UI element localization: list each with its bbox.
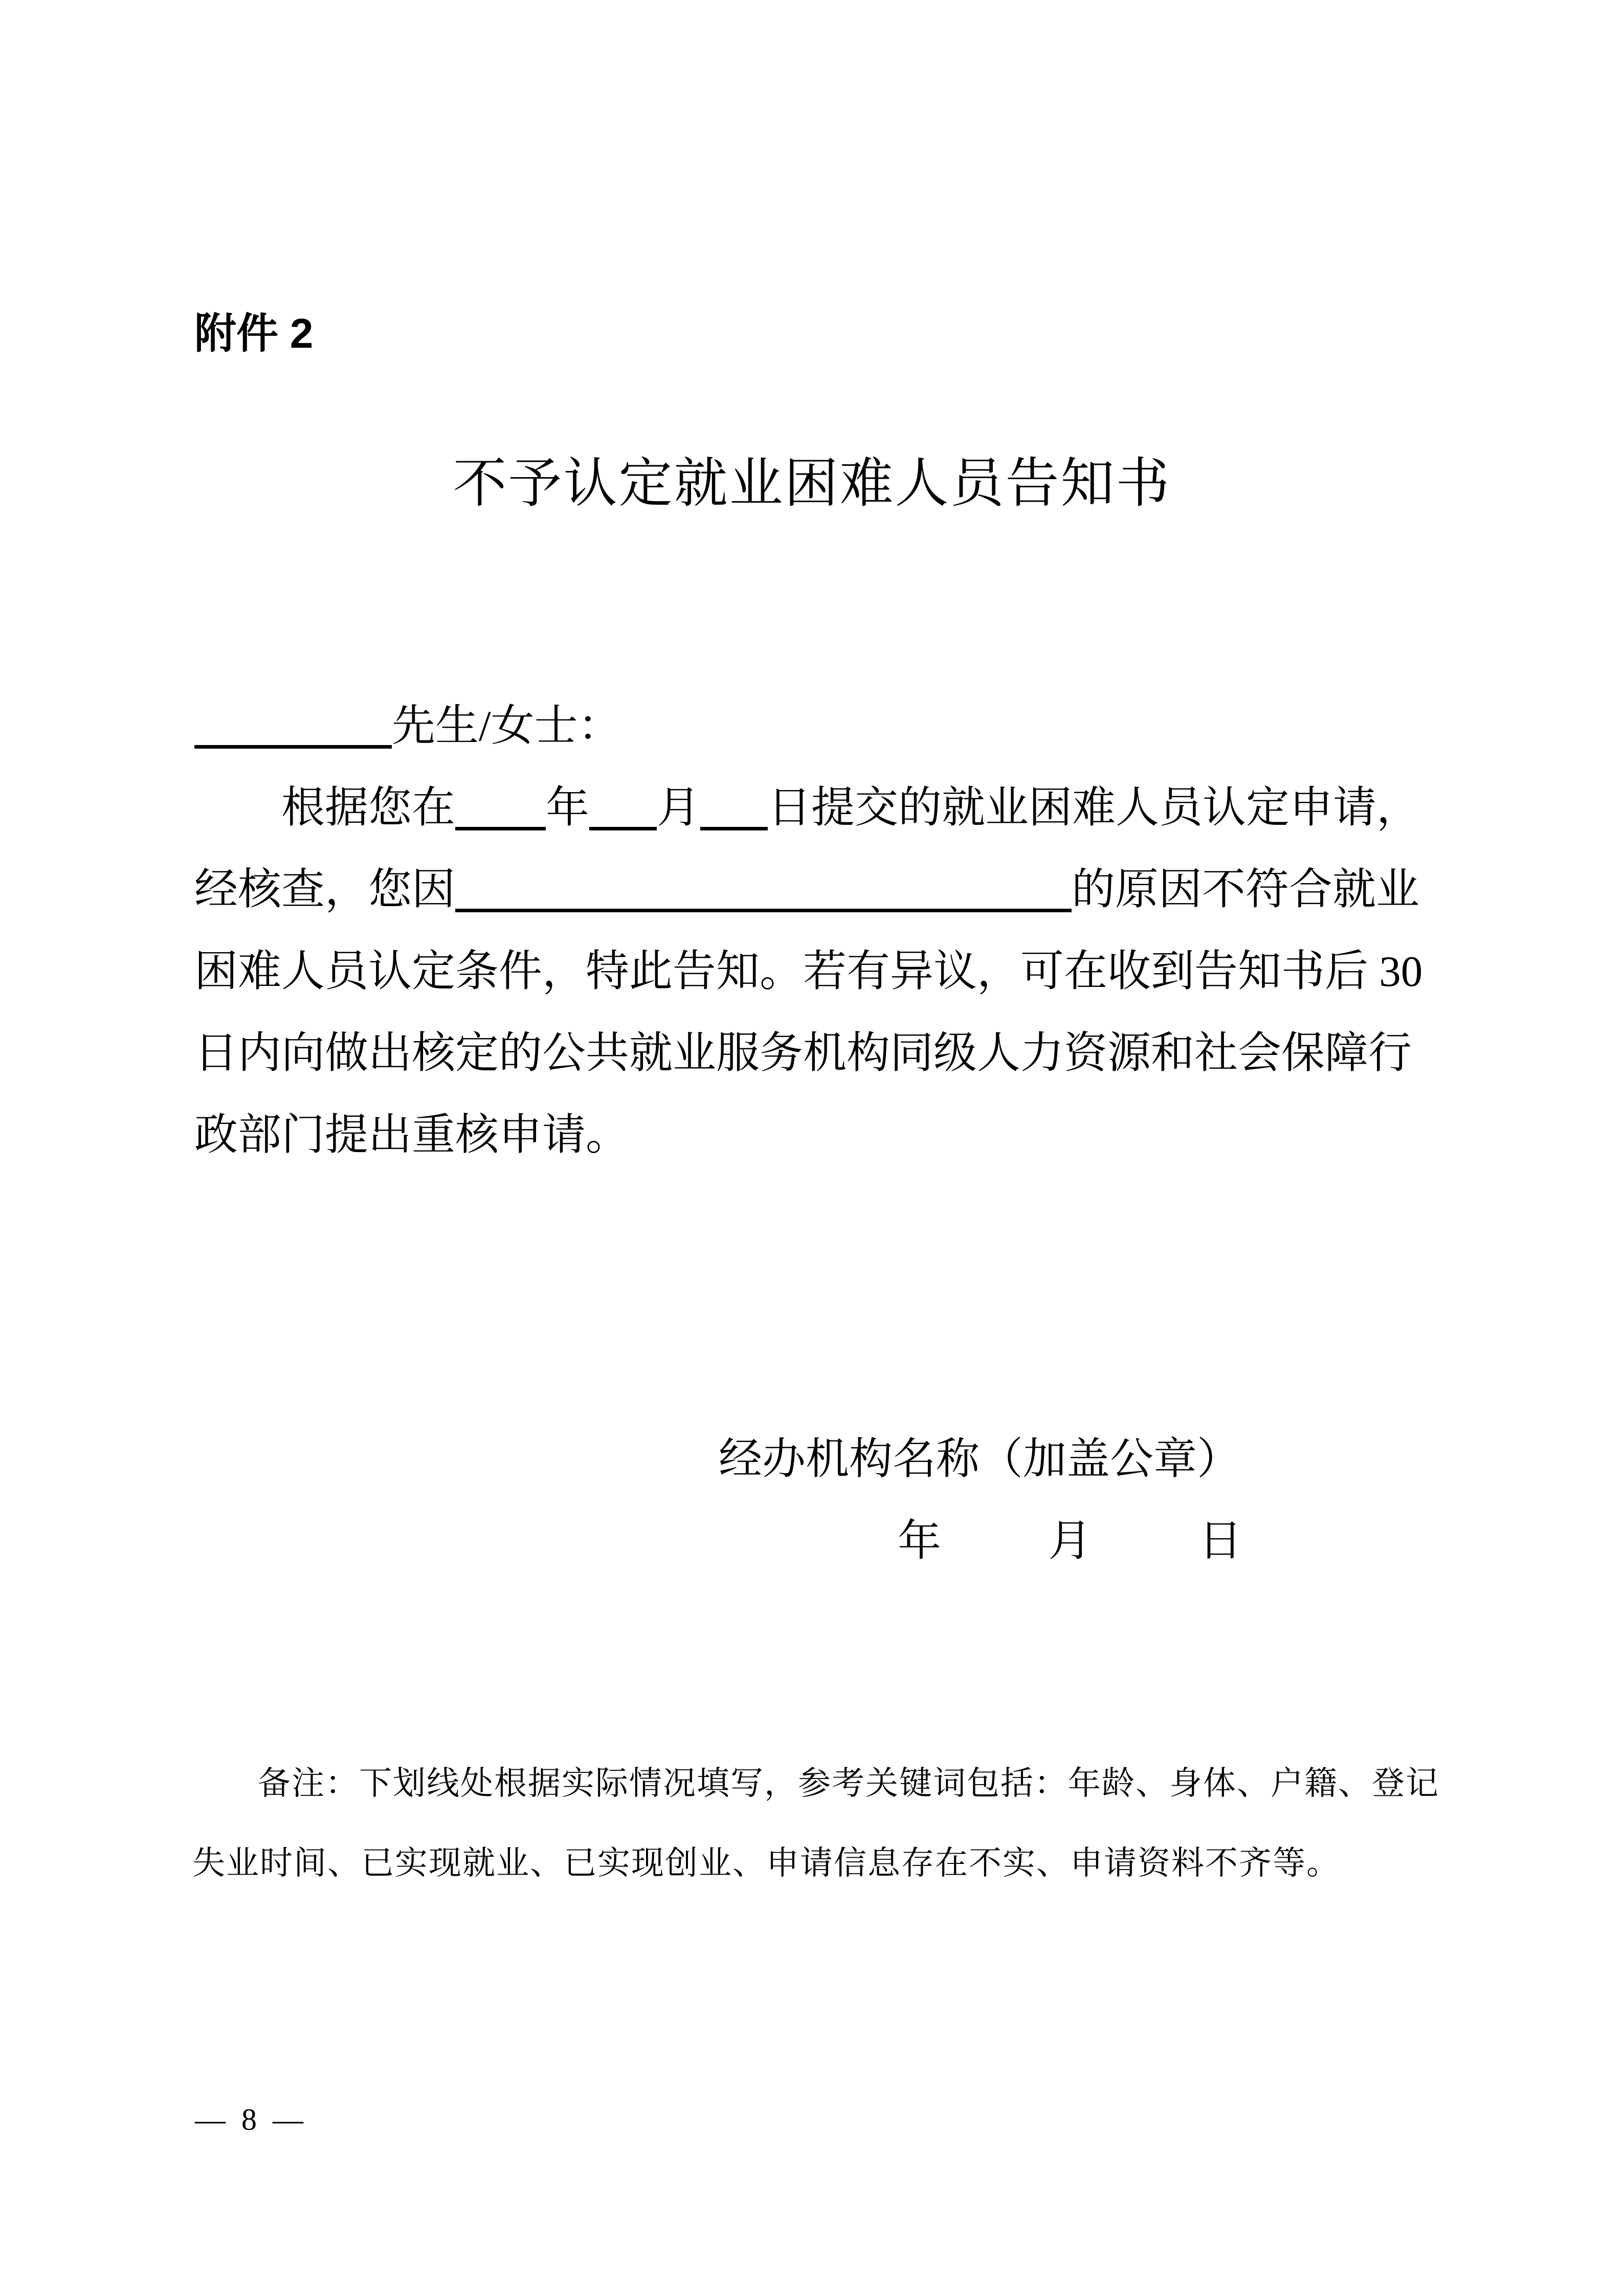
note-line-2: 失业时间、已实现就业、已实现创业、申请信息存在不实、申请资料不齐等。 — [192, 1845, 1340, 1881]
recipient-name-blank — [194, 745, 392, 749]
attachment-label: 附件 2 — [194, 310, 314, 357]
body-line-5: 政部门提出重核申请。 — [194, 1111, 630, 1159]
body-line-1-text-d: 日提交的就业困难人员认定申请， — [768, 784, 1420, 832]
body-line-2-text-a: 经核查，您因 — [194, 866, 456, 914]
body-line-3: 困难人员认定条件，特此告知。若有异议，可在收到告知书后 30 — [194, 948, 1423, 996]
signature-date-line — [898, 1517, 1242, 1565]
reason-blank — [455, 909, 1072, 912]
body-line-2 — [194, 868, 1419, 912]
salutation-text: 先生/女士： — [392, 702, 621, 750]
body-line-4: 日内向做出核定的公共就业服务机构同级人力资源和社会保障行 — [194, 1029, 1412, 1077]
body-line-1 — [281, 786, 1420, 830]
body-line-1-text-b: 年 — [546, 784, 590, 832]
body-line-1-text-c: 月 — [657, 784, 701, 832]
salutation-line — [194, 702, 621, 750]
year-blank — [455, 827, 546, 830]
body-line-2-text-b: 的原因不符合就业 — [1072, 866, 1420, 914]
document-title: 不予认定就业困难人员告知书 — [453, 454, 1171, 513]
note-line-1: 备注：下划线处根据实际情况填写，参考关键词包括：年龄、身体、户籍、登记 — [258, 1765, 1439, 1802]
date-month-label: 月 — [1048, 1517, 1092, 1565]
month-blank — [589, 827, 657, 830]
body-line-1-text-a: 根据您在 — [281, 784, 456, 832]
date-day-label: 日 — [1198, 1517, 1242, 1565]
day-blank — [700, 827, 768, 830]
date-year-label: 年 — [898, 1517, 942, 1565]
signature-org-line: 经办机构名称（加盖公章） — [719, 1435, 1241, 1483]
page-number: — 8 — — [195, 2103, 307, 2136]
